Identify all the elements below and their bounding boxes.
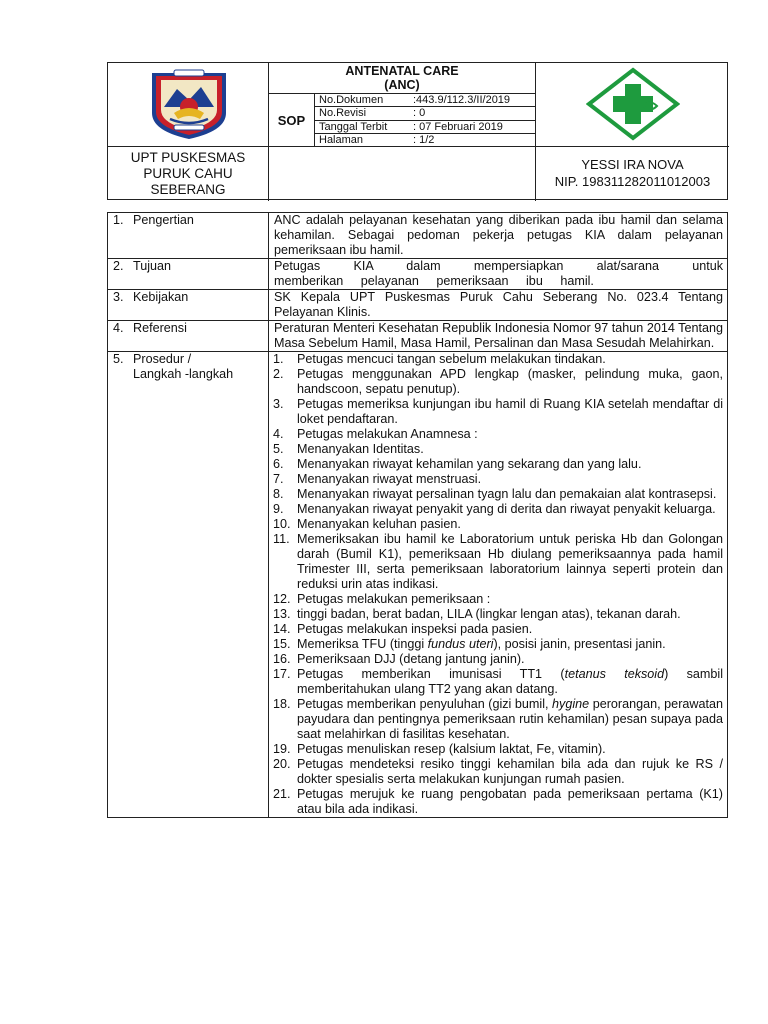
section-label: 1. Pengertian — [108, 213, 269, 259]
org-line-3: SEBERANG — [150, 182, 226, 197]
procedure-step — [274, 472, 723, 487]
step-number: 11. — [273, 532, 290, 546]
section-row-pengertian — [108, 213, 728, 259]
step-number: 14. — [273, 622, 291, 636]
section-label: 2. Tujuan — [108, 259, 269, 290]
step-number: 15. — [273, 637, 291, 651]
step-text: ), posisi janin, presentasi janin. — [493, 637, 666, 651]
step-number: 2. — [273, 367, 284, 381]
step-number: 5. — [273, 442, 284, 456]
step-text: Petugas merujuk ke ruang pengobatan pada pemeriksaan pertama (K1) atau bila ada indikasi. — [297, 787, 723, 816]
procedure-step — [274, 667, 723, 697]
steps-list — [274, 352, 723, 817]
sop-label: SOP — [269, 94, 315, 147]
puskesmas-cross-icon — [586, 67, 680, 141]
sop-content-table — [107, 212, 728, 818]
step-text: Petugas mendeteksi resiko tinggi kehamilan bila ada dan rujuk ke RS / dokter spesialis serta melakukan kunjungan rumah pasien. — [297, 757, 723, 786]
step-number: 20. — [273, 757, 291, 771]
step-text-italic: tetanus teksoid — [564, 667, 665, 681]
title-cell — [269, 63, 536, 147]
meta-row-revision — [315, 107, 536, 120]
procedure-step — [274, 502, 723, 517]
signatory-cell — [536, 147, 729, 201]
step-text: Menanyakan riwayat penyakit yang di derita dan riwayat penyakit keluarga. — [297, 502, 716, 516]
step-text: Petugas mencuci tangan sebelum melakukan tindakan. — [297, 352, 606, 366]
org-line-2: PURUK CAHU — [143, 166, 233, 181]
procedure-step — [274, 397, 723, 427]
step-text: Pemeriksaan DJJ (detang jantung janin). — [297, 652, 525, 666]
step-text: ) sambil memberitahukan ulang TT2 yang akan datang. — [297, 667, 723, 696]
procedure-step — [274, 352, 723, 367]
step-text: Petugas memberikan imunisasi TT1 ( — [297, 667, 565, 681]
step-text: Petugas melakukan Anamnesa : — [297, 427, 478, 441]
procedure-step — [274, 697, 723, 742]
procedure-step — [274, 442, 723, 457]
section-text: ANC adalah pelayanan kesehatan yang diberikan pada ibu hamil dan selama kehamilan. Sebagai pedoman pekerja petugas KIA dalam pelayanan pemeriksaan ibu hamil. — [269, 213, 728, 259]
section-label: 3. Kebijakan — [108, 290, 269, 321]
meta-label: No.Dokumen — [319, 94, 384, 106]
signatory-name: YESSI IRA NOVA — [581, 157, 684, 172]
health-logo-cell — [536, 63, 729, 147]
procedure-step — [274, 367, 723, 397]
step-number: 3. — [273, 397, 284, 411]
section-label: 5. Prosedur / Langkah -langkah — [108, 352, 269, 818]
title-line-2: (ANC) — [384, 78, 420, 92]
meta-value: : 07 Februari 2019 — [413, 120, 503, 133]
procedure-step — [274, 427, 723, 442]
step-number: 13. — [273, 607, 291, 621]
step-text: Menanyakan riwayat persalinan tyagn lalu dan pemakaian alat kontrasepsi. — [297, 487, 717, 501]
procedure-steps — [269, 352, 728, 818]
procedure-step — [274, 607, 723, 622]
procedure-step — [274, 787, 723, 817]
step-number: 16. — [273, 652, 291, 666]
procedure-step — [274, 622, 723, 637]
meta-value: : 1/2 — [413, 133, 435, 146]
step-text: Memeriksa TFU (tinggi — [297, 637, 428, 651]
procedure-step — [274, 517, 723, 532]
step-text: Memeriksakan ibu hamil ke Laboratorium untuk periska Hb dan Golongan darah (Bumil K1), pemeriksaan Hb diulang pemeriksaannya pada hamil Trimester III, serta pemeriksaan laboratorium lainnya seperti protein dan reduksi urin atas indikasi. — [297, 532, 723, 591]
section-row-referensi — [108, 321, 728, 352]
step-number: 19. — [273, 742, 291, 756]
step-number: 6. — [273, 457, 284, 471]
step-number: 1. — [273, 352, 284, 366]
meta-label: No.Revisi — [319, 107, 367, 120]
step-text: Menanyakan riwayat kehamilan yang sekarang dan yang lalu. — [297, 457, 642, 471]
document-meta — [315, 94, 536, 147]
org-line-1: UPT PUSKESMAS — [130, 150, 246, 165]
procedure-step — [274, 757, 723, 787]
step-text: Petugas memeriksa kunjungan ibu hamil di Ruang KIA setelah mendaftar di loket pendaftaran. — [297, 397, 723, 426]
section-text: Peraturan Menteri Kesehatan Republik Indonesia Nomor 97 tahun 2014 Tentang Masa Sebelum Hamil, Masa Hamil, Persalinan dan Masa Sesudah Melahirkan. — [269, 321, 728, 352]
section-row-prosedur — [108, 352, 728, 818]
procedure-step — [274, 532, 723, 592]
step-number: 21. — [273, 787, 291, 801]
meta-value: : 0 — [413, 107, 426, 120]
step-number: 12. — [273, 592, 291, 606]
step-text: tinggi badan, berat badan, LILA (lingkar lengan atas), tekanan darah. — [297, 607, 681, 621]
meta-label: Tanggal Terbit — [319, 120, 388, 133]
step-text-italic: hygine — [552, 697, 590, 711]
step-text: Menanyakan keluhan pasien. — [297, 517, 461, 531]
meta-label: Halaman — [319, 133, 364, 146]
sop-header — [107, 62, 728, 200]
step-number: 7. — [273, 472, 284, 486]
section-text: Petugas KIA dalam mempersiapkan alat/sarana untuk memberikan pelayanan pemeriksaan ibu hamil. — [269, 259, 728, 290]
section-row-tujuan — [108, 259, 728, 290]
step-text: Petugas menggunakan APD lengkap (masker, pelindung muka, gaon, handscoon, sepatu penutup). — [297, 367, 723, 396]
procedure-step — [274, 652, 723, 667]
step-text: Menanyakan riwayat menstruasi. — [297, 472, 482, 486]
meta-row-page — [315, 134, 536, 147]
meta-row-issue-date — [315, 121, 536, 134]
step-number: 8. — [273, 487, 284, 501]
logo-cell — [108, 63, 269, 147]
procedure-step — [274, 592, 723, 607]
signatory-nip: NIP. 198311282011012003 — [554, 174, 711, 189]
title-line-1: ANTENATAL CARE — [345, 64, 459, 78]
section-row-kebijakan — [108, 290, 728, 321]
step-number: 9. — [273, 502, 284, 516]
organization-name — [108, 147, 269, 201]
step-text: perorangan, perawatan payudara dan pentingnya pemeriksaan rutin kehamilan) pesan supaya pada saat melahirkan di fasilitas kesehatan. — [297, 697, 723, 741]
step-text: Petugas menuliskan resep (kalsium laktat, Fe, vitamin). — [297, 742, 606, 756]
meta-value: :443.9/112.3/II/2019 — [413, 94, 511, 106]
step-text-italic: fundus uteri — [427, 637, 494, 651]
blank-cell — [269, 147, 536, 201]
step-number: 4. — [273, 427, 284, 441]
procedure-step — [274, 742, 723, 757]
step-number: 10. — [273, 517, 291, 531]
step-number: 17. — [273, 667, 291, 681]
document-title — [269, 63, 535, 94]
section-text: SK Kepala UPT Puskesmas Puruk Cahu Seberang No. 023.4 Tentang Pelayanan Klinis. — [269, 290, 728, 321]
step-number: 18. — [273, 697, 291, 711]
meta-row-document-number — [315, 94, 536, 107]
procedure-step — [274, 637, 723, 652]
step-text: Petugas melakukan pemeriksaan : — [297, 592, 491, 606]
regency-emblem-icon — [144, 67, 234, 141]
procedure-step — [274, 457, 723, 472]
step-text: Menanyakan Identitas. — [297, 442, 424, 456]
section-label: 4. Referensi — [108, 321, 269, 352]
step-text: Petugas melakukan inspeksi pada pasien. — [297, 622, 533, 636]
step-text: Petugas memberikan penyuluhan (gizi bumil, — [297, 697, 553, 711]
procedure-step — [274, 487, 723, 502]
